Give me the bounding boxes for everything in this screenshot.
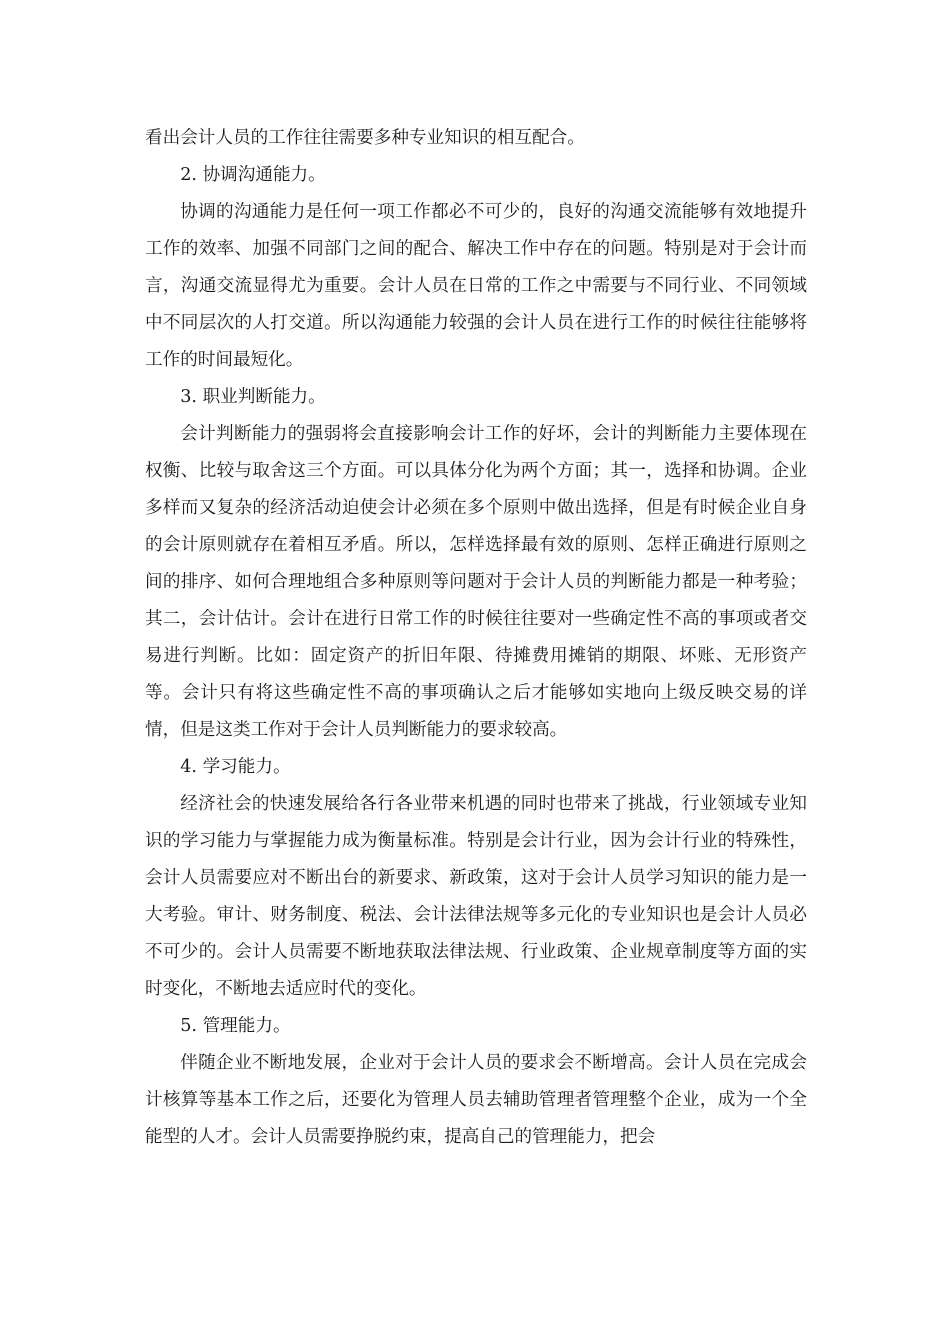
section-heading-communication: 2. 协调沟通能力。 xyxy=(180,165,326,185)
section-heading-management: 5. 管理能力。 xyxy=(180,1016,291,1036)
section-heading-learning: 4. 学习能力。 xyxy=(180,757,291,777)
paragraph-communication: 协调的沟通能力是任何一项工作都必不可少的，良好的沟通交流能够有效地提升工作的效率、加强不同部门之间的配合、解决工作中存在的问题。特别是对于会计而言，沟通交流显得尤为重要。会计人员在日常的工作之中需要与不同行业、不同领域中不同层次的人打交道。所以沟通能力较强的会计人员在进行工作的时候往往能够将工作的时间最短化。 xyxy=(145,202,807,370)
section-heading-judgment: 3. 职业判断能力。 xyxy=(180,387,326,407)
paragraph-continuation: 看出会计人员的工作往往需要多种专业知识的相互配合。 xyxy=(145,128,585,148)
paragraph-management: 伴随企业不断地发展，企业对于会计人员的要求会不断增高。会计人员在完成会计核算等基本工作之后，还要化为管理人员去辅助管理者管理整个企业，成为一个全能型的人才。会计人员需要挣脱约束，提高自己的管理能力，把会 xyxy=(145,1053,807,1147)
paragraph-learning: 经济社会的快速发展给各行各业带来机遇的同时也带来了挑战，行业领域专业知识的学习能力与掌握能力成为衡量标准。特别是会计行业，因为会计行业的特殊性，会计人员需要应对不断出台的新要求、新政策，这对于会计人员学习知识的能力是一大考验。审计、财务制度、税法、会计法律法规等多元化的专业知识也是会计人员必不可少的。会计人员需要不断地获取法律法规、行业政策、企业规章制度等方面的实时变化，不断地去适应时代的变化。 xyxy=(145,794,807,999)
document-page xyxy=(145,120,807,1156)
paragraph-judgment: 会计判断能力的强弱将会直接影响会计工作的好坏，会计的判断能力主要体现在权衡、比较与取舍这三个方面。可以具体分化为两个方面；其一，选择和协调。企业多样而又复杂的经济活动迫使会计必须在多个原则中做出选择，但是有时候企业自身的会计原则就存在着相互矛盾。所以，怎样选择最有效的原则、怎样正确进行原则之间的排序、如何合理地组合多种原则等问题对于会计人员的判断能力都是一种考验；其二，会计估计。会计在进行日常工作的时候往往要对一些确定性不高的事项或者交易进行判断。比如：固定资产的折旧年限、待摊费用摊销的期限、坏账、无形资产等。会计只有将这些确定性不高的事项确认之后才能够如实地向上级反映交易的详情，但是这类工作对于会计人员判断能力的要求较高。 xyxy=(145,424,807,740)
